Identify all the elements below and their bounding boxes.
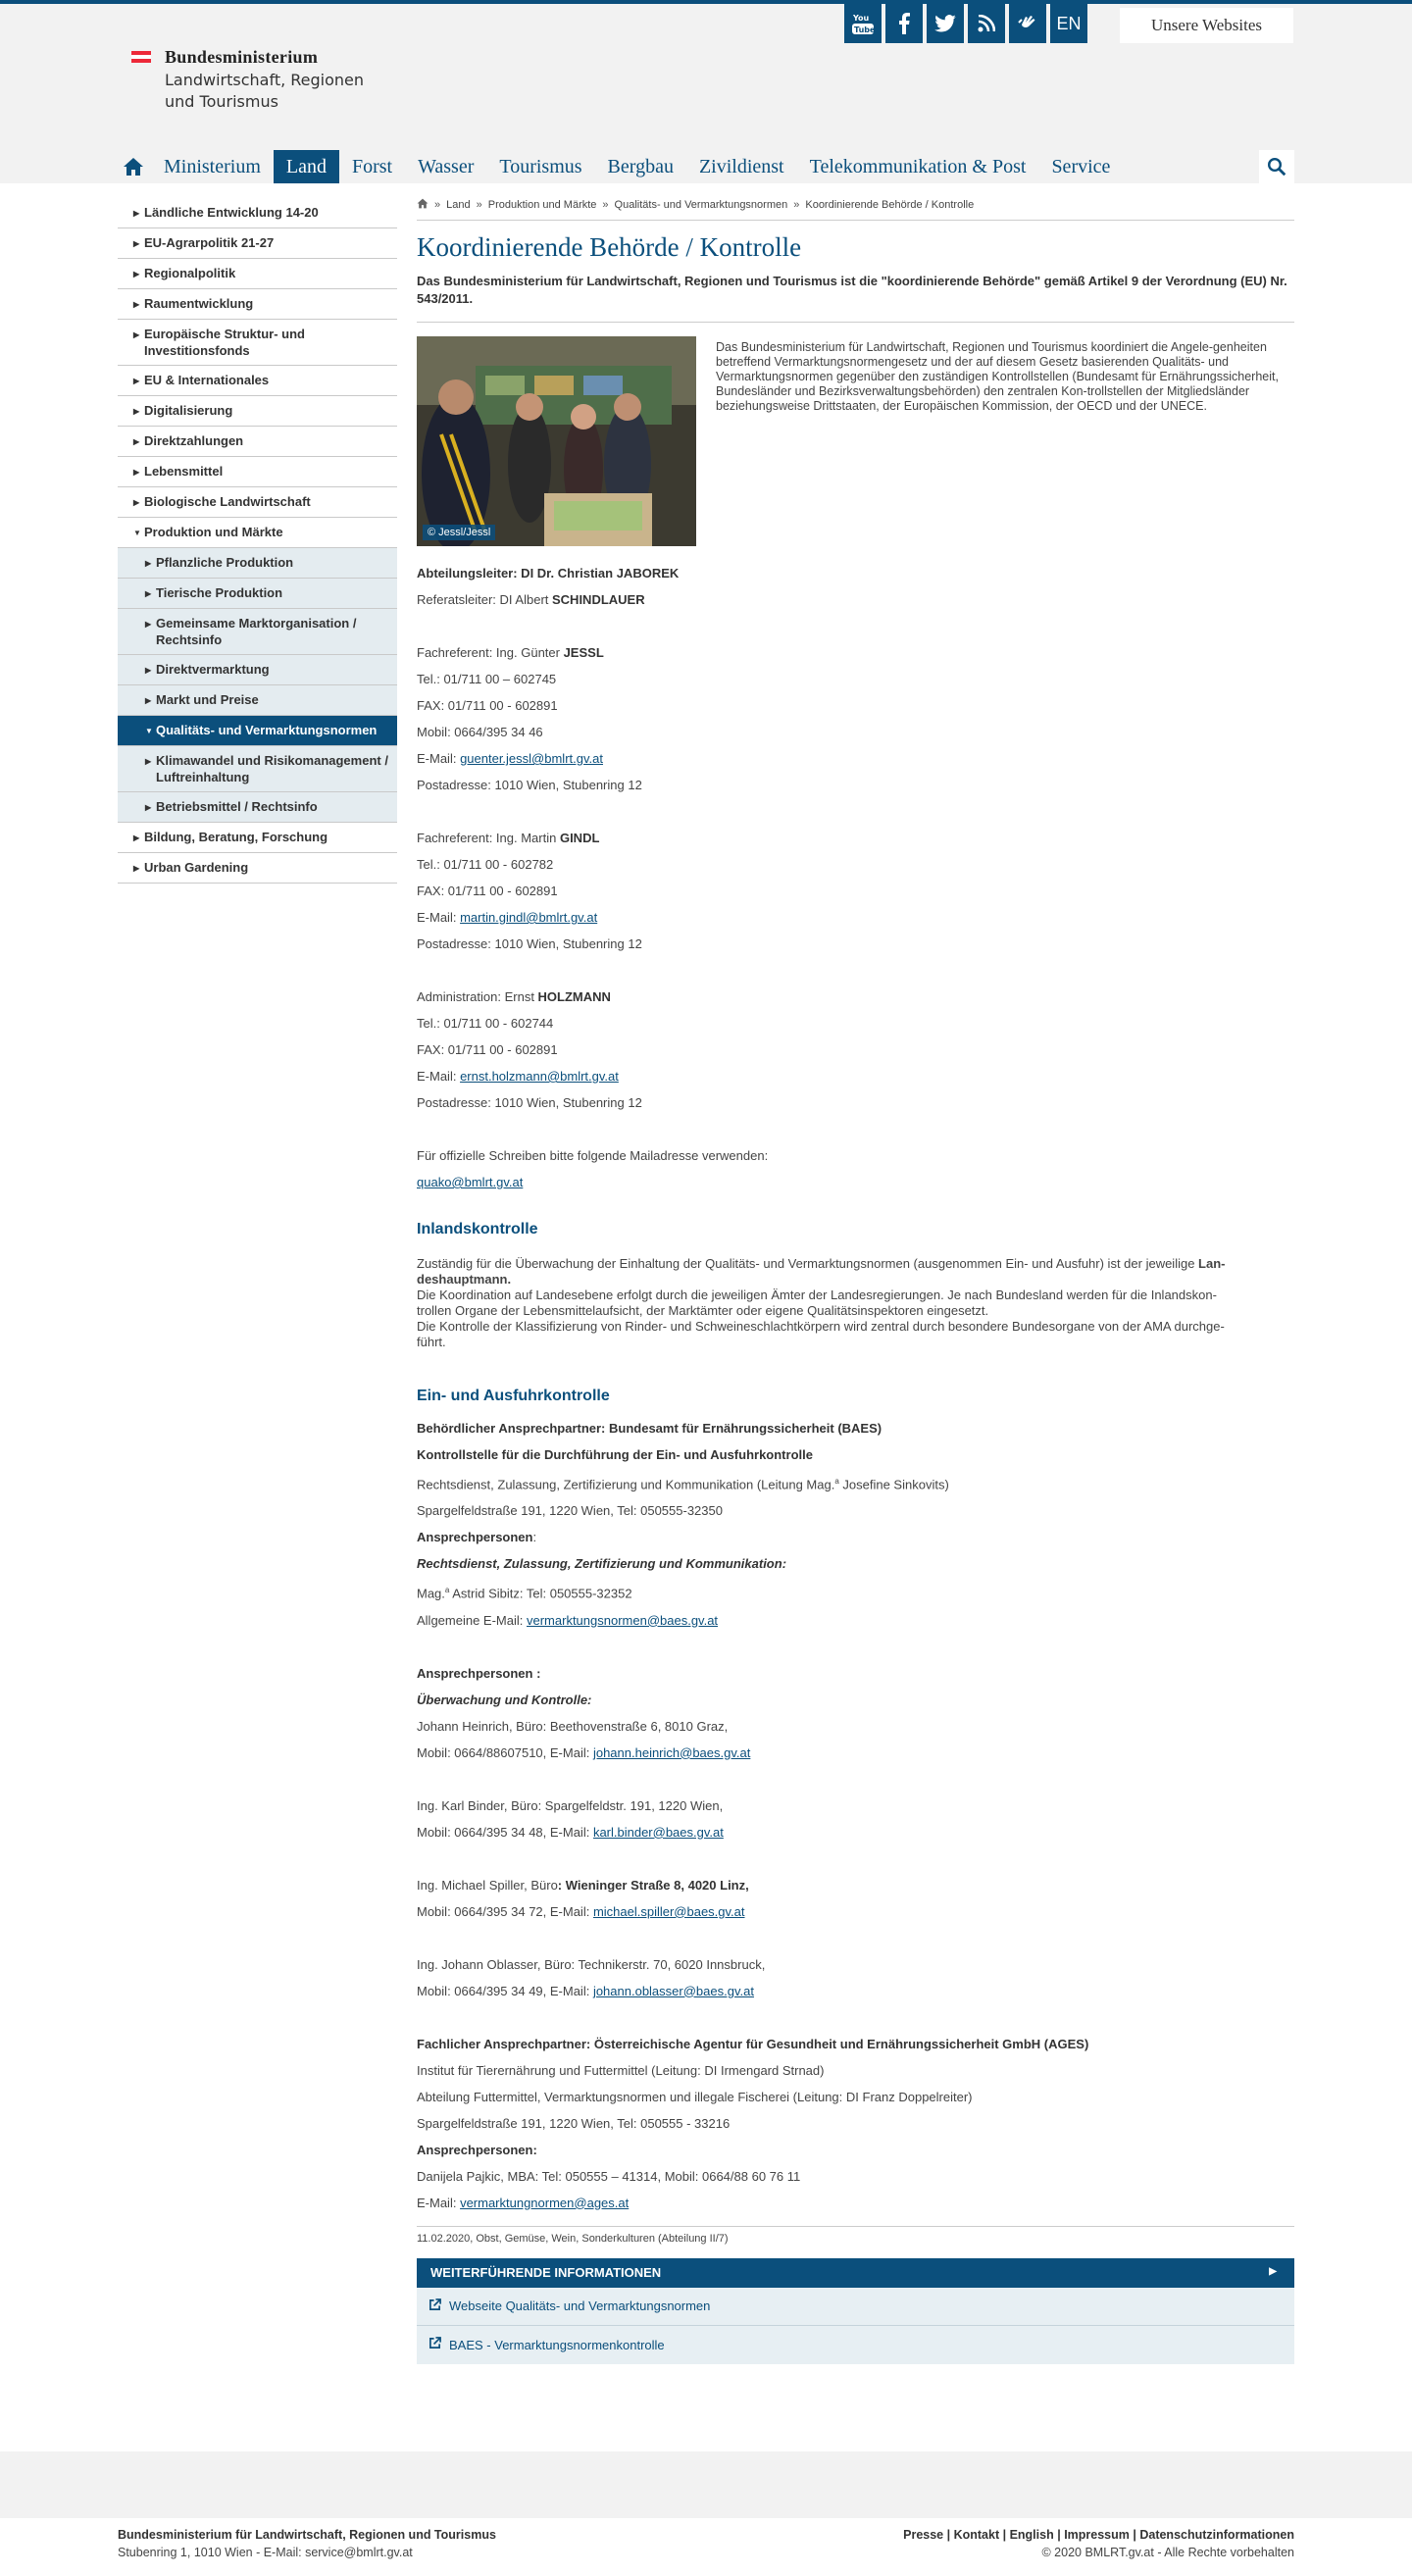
holzmann-email: E-Mail: ernst.holzmann@bmlrt.gv.at [417, 1069, 619, 1084]
breadcrumb-item[interactable]: Land [446, 199, 471, 211]
nav-wasser[interactable]: Wasser [418, 155, 475, 177]
nav-bergbau[interactable]: Bergbau [607, 155, 674, 177]
main-content [417, 198, 1294, 2364]
footer-right [903, 2528, 1294, 2559]
jessl-mobil: Mobil: 0664/395 34 46 [417, 725, 543, 739]
ages-abteilung: Abteilung Futtermittel, Vermarktungsnormen und illegale Fischerei (Leitung: DI Franz Doppelreiter) [417, 2089, 973, 2104]
search-icon[interactable] [1259, 150, 1294, 183]
rss-icon[interactable] [968, 4, 1005, 43]
official-mail-note: Für offizielle Schreiben bitte folgende Mailadresse verwenden: [417, 1148, 769, 1163]
binder-contact: Mobil: 0664/395 34 48, E-Mail: karl.binder@baes.gv.at [417, 1824, 724, 1840]
sidebar-item-digitalisierung[interactable] [118, 396, 397, 427]
heinrich-email-link[interactable]: johann.heinrich@baes.gv.at [592, 1744, 751, 1760]
sidebar-item-urban-gardening[interactable] [118, 853, 397, 884]
footer-left [118, 2528, 496, 2559]
holzmann-post: Postadresse: 1010 Wien, Stubenring 12 [417, 1095, 642, 1110]
sidebar-item-label: Ländliche Entwicklung 14-20 [144, 205, 319, 220]
sidebar-item-laendliche-entwicklung[interactable] [118, 198, 397, 228]
sidebar-subitem-qualitaets-vermarktungsnormen[interactable] [118, 716, 397, 746]
footer-link-datenschutz[interactable]: Datenschutzinformationen [1139, 2528, 1294, 2542]
sidebar-navigation [118, 198, 397, 884]
heinrich-address: Johann Heinrich, Büro: Beethovenstraße 6, 8010 Graz, [417, 1718, 729, 1734]
sidebar-subitem-pflanzliche-produktion[interactable] [118, 548, 397, 579]
external-link-icon [429, 2337, 441, 2352]
referatsleiter: Referatsleiter: DI Albert SCHINDLAUER [417, 592, 645, 607]
breadcrumb-item[interactable]: Qualitäts- und Vermarktungsnormen [614, 199, 788, 211]
triangle-right-icon: ▶ [145, 559, 152, 568]
sidebar-item-eu-agrarpolitik[interactable] [118, 228, 397, 259]
page-title: Koordinierende Behörde / Kontrolle [417, 232, 802, 262]
triangle-down-icon: ▼ [133, 529, 141, 537]
triangle-right-icon: ▶ [133, 498, 140, 507]
holzmann-email-link[interactable]: ernst.holzmann@bmlrt.gv.at [460, 1069, 619, 1084]
baes-email-link[interactable]: vermarktungsnormen@baes.gv.at [527, 1612, 719, 1628]
austrian-flag-icon [131, 51, 151, 63]
sidebar-item-label: Biologische Landwirtschaft [144, 494, 311, 509]
jessl-post: Postadresse: 1010 Wien, Stubenring 12 [417, 778, 642, 792]
market-photo [417, 336, 696, 546]
home-icon[interactable] [116, 150, 151, 183]
facebook-icon[interactable] [885, 4, 923, 43]
footer-copyright: © 2020 BMLRT.gv.at - Alle Rechte vorbehalten [1041, 2546, 1294, 2559]
home-icon[interactable] [417, 198, 429, 212]
triangle-right-icon: ▶ [1269, 2265, 1277, 2277]
triangle-right-icon: ▶ [133, 209, 140, 218]
lead-text: Das Bundesministerium für Landwirtschaft, Regionen und Tourismus ist die "koordinierende Behörde" gemäß Artikel 9 der Verordnung (EU) Nr. 543/2011. [417, 273, 1294, 323]
ages-ansprechpersonen: Ansprechpersonen: [417, 2142, 537, 2157]
oblasser-email-link[interactable]: johann.oblasser@baes.gv.at [592, 1983, 754, 1998]
brand-subtitle-2: und Tourismus [165, 92, 278, 111]
heinrich-contact: Mobil: 0664/88607510, E-Mail: johann.heinrich@baes.gv.at [417, 1744, 751, 1760]
breadcrumb-current: Koordinierende Behörde / Kontrolle [805, 199, 975, 211]
ages-email: E-Mail: vermarktungnormen@ages.at [417, 2195, 630, 2210]
inlandskontrolle-heading: Inlandskontrolle [417, 1221, 538, 1237]
sign-language-icon[interactable] [1009, 4, 1046, 43]
ansprechpersonen-label: Ansprechpersonen: [417, 1530, 537, 1545]
sidebar-subitem-marktorganisation[interactable] [118, 609, 397, 655]
sidebar-item-label: Direktvermarktung [156, 662, 270, 677]
ages-email-link[interactable]: vermarktungnormen@ages.at [460, 2195, 630, 2210]
triangle-right-icon: ▶ [145, 803, 152, 812]
footer-org: Bundesministerium für Landwirtschaft, Regionen und Tourismus [118, 2528, 496, 2542]
further-info-toggle[interactable] [417, 2258, 1294, 2288]
ages-contact: Fachlicher Ansprechpartner: Österreichische Agentur für Gesundheit und Ernährungssicherheit GmbH (AGES) [417, 2036, 1089, 2051]
rechtsdienst-heading: Rechtsdienst, Zulassung, Zertifizierung und Kommunikation: [417, 1556, 787, 1572]
ausfuhrkontrolle-section [417, 1415, 1294, 2216]
sidebar-subitem-klimawandel[interactable] [118, 746, 397, 792]
footer-link-presse[interactable]: Presse [903, 2528, 944, 2542]
date-note: 11.02.2020, Obst, Gemüse, Wein, Sonderkulturen (Abteilung II/7) [417, 2226, 1294, 2245]
triangle-right-icon: ▶ [145, 757, 152, 766]
sidebar-subitem-direktvermarktung[interactable] [118, 655, 397, 685]
triangle-right-icon: ▶ [133, 300, 140, 309]
triangle-right-icon: ▶ [133, 833, 140, 842]
gindl-email-link[interactable]: martin.gindl@bmlrt.gv.at [460, 910, 598, 925]
sidebar-subitem-markt-preise[interactable] [118, 685, 397, 716]
sidebar-item-label: EU & Internationales [144, 373, 270, 387]
official-email-link[interactable]: quako@bmlrt.gv.at [417, 1175, 524, 1189]
sidebar-item-eu-internationales[interactable] [118, 366, 397, 396]
nav-ministerium[interactable]: Ministerium [164, 155, 261, 177]
gindl-name: Fachreferent: Ing. Martin GINDL [417, 831, 600, 845]
sidebar-item-bildung[interactable] [118, 823, 397, 853]
further-link-baes[interactable] [417, 2326, 1294, 2364]
triangle-right-icon: ▶ [145, 589, 152, 598]
sidebar-item-label: Raumentwicklung [144, 296, 254, 311]
ansprechpersonen-label-2: Ansprechpersonen : [417, 1665, 541, 1681]
sidebar-item-produktion-maerkte[interactable] [118, 518, 397, 548]
sidebar-item-label: Bildung, Beratung, Forschung [144, 830, 328, 844]
breadcrumb [417, 198, 1294, 221]
jessl-email: E-Mail: guenter.jessl@bmlrt.gv.at [417, 751, 603, 766]
sidebar-item-raumentwicklung[interactable] [118, 289, 397, 320]
svg-text:Tube: Tube [854, 25, 875, 34]
brand-title: Bundesministerium [165, 47, 319, 67]
nav-forst[interactable]: Forst [351, 155, 393, 177]
ausfuhrkontrolle-heading: Ein- und Ausfuhrkontrolle [417, 1388, 610, 1404]
sidebar-subitem-betriebsmittel[interactable] [118, 792, 397, 823]
holzmann-fax: FAX: 01/711 00 - 602891 [417, 1042, 558, 1057]
gindl-post: Postadresse: 1010 Wien, Stubenring 12 [417, 936, 642, 951]
contacts-section [417, 560, 1294, 1195]
baes-address: Spargelfeldstraße 191, 1220 Wien, Tel: 050555-32350 [417, 1503, 723, 1519]
sidebar-item-biologische-landwirtschaft[interactable] [118, 487, 397, 518]
svg-text:You: You [853, 14, 870, 23]
sidebar-item-label: EU-Agrarpolitik 21-27 [144, 235, 275, 250]
gindl-email: E-Mail: martin.gindl@bmlrt.gv.at [417, 910, 598, 925]
sidebar-item-label: Europäische Struktur- und Investitionsfonds [144, 327, 305, 358]
further-info-box [417, 2258, 1294, 2364]
social-bar [844, 4, 1087, 43]
breadcrumb-separator: » [793, 199, 800, 211]
main-navigation [116, 150, 1123, 183]
brand-subtitle-1: Landwirtschaft, Regionen [165, 71, 365, 89]
binder-address: Ing. Karl Binder, Büro: Spargelfeldstr. 191, 1220 Wien, [417, 1797, 724, 1813]
sidebar-item-label: Gemeinsame Marktorganisation / Rechtsinfo [156, 616, 357, 647]
external-link-icon [429, 2298, 441, 2314]
triangle-down-icon: ▼ [145, 727, 153, 735]
spiller-address: Ing. Michael Spiller, Büro: Wieninger Straße 8, 4020 Linz, [417, 1877, 749, 1893]
further-info-heading: WEITERFÜHRENDE INFORMATIONEN [430, 2265, 662, 2281]
gindl-tel: Tel.: 01/711 00 - 602782 [417, 857, 554, 872]
oblasser-contact: Mobil: 0664/395 34 49, E-Mail: johann.oblasser@baes.gv.at [417, 1983, 754, 1998]
sidebar-item-struktur-investitionsfonds[interactable] [118, 320, 397, 366]
inlandskontrolle-text: Zuständig für die Überwachung der Einhaltung der Qualitäts- und Vermarktungsnormen (ausgenommen Ein- und Ausfuhr) ist der jeweilige Lan- deshauptmann. Die Koordination auf Landesebene erfolgt durch die jeweiligen Ämter der Landesregierungen. Je nach Bundesland werden für die Inlandskon- trollen Organe der Lebensmittelaufsicht, der Marktämter oder eigene Qualitätsinspektoren eingesetzt. Die Kontrolle der Klassifizierung von Rinder- und Schweineschlachtkörpern wird zentral durch besondere Bundesorgane von der AMA durchge- führt. [417, 1256, 1226, 1349]
sidebar-item-label: Pflanzliche Produktion [156, 555, 294, 570]
oblasser-address: Ing. Johann Oblasser, Büro: Technikerstr. 70, 6020 Innsbruck, [417, 1956, 766, 1972]
sidebar-item-regionalpolitik[interactable] [118, 259, 397, 289]
sibitz-contact: Mag.$^a$ Astrid Sibitz: Tel: 050555-32352 [417, 1586, 632, 1601]
sidebar-item-label: Regionalpolitik [144, 266, 236, 280]
ministry-logo[interactable] [131, 47, 406, 118]
ages-address: Spargelfeldstraße 191, 1220 Wien, Tel: 050555 - 33216 [417, 2115, 731, 2131]
sidebar-item-label: Qualitäts- und Vermarktungsnormen [156, 723, 378, 737]
sidebar-item-label: Tierische Produktion [156, 585, 283, 600]
ueberwachung-heading: Überwachung und Kontrolle: [417, 1692, 592, 1707]
rechtsdienst-leitung: Rechtsdienst, Zulassung, Zertifizierung und Kommunikation (Leitung Mag.$^a$ Josefine Sinkovits) [417, 1477, 949, 1492]
footer-link-impressum[interactable]: Impressum [1064, 2528, 1130, 2542]
youtube-icon[interactable] [844, 4, 882, 43]
kontrollstelle: Kontrollstelle für die Durchführung der Ein- und Ausfuhrkontrolle [417, 1447, 813, 1462]
intro-section [417, 336, 1294, 548]
language-en-button[interactable]: EN [1050, 4, 1087, 43]
nav-land[interactable]: Land [274, 150, 339, 183]
sidebar-item-label: Markt und Preise [156, 692, 259, 707]
triangle-right-icon: ▶ [133, 468, 140, 477]
breadcrumb-item[interactable]: Produktion und Märkte [487, 199, 597, 211]
sidebar-item-label: Urban Gardening [144, 860, 249, 875]
breadcrumb-separator: » [602, 199, 609, 211]
jessl-email-link[interactable]: guenter.jessl@bmlrt.gv.at [460, 751, 603, 766]
triangle-right-icon: ▶ [133, 437, 140, 446]
sidebar-item-label: Produktion und Märkte [144, 525, 283, 539]
sidebar-item-label: Klimawandel und Risikomanagement / Luftreinhaltung [156, 753, 388, 784]
photo-credit: © Jessl/Jessl [423, 525, 495, 540]
nav-tourismus[interactable]: Tourismus [499, 155, 582, 177]
official-mail [417, 1169, 1294, 1195]
sidebar-item-lebensmittel[interactable] [118, 457, 397, 487]
triangle-right-icon: ▶ [133, 330, 140, 339]
jessl-fax: FAX: 01/711 00 - 602891 [417, 698, 558, 713]
pajkic-contact: Danijela Pajkic, MBA: Tel: 050555 – 41314, Mobil: 0664/88 60 76 11 [417, 2168, 801, 2184]
holzmann-tel: Tel.: 01/711 00 - 602744 [417, 1016, 554, 1031]
triangle-right-icon: ▶ [145, 696, 152, 705]
nav-zivildienst[interactable]: Zivildienst [698, 155, 784, 177]
breadcrumb-separator: » [434, 199, 441, 211]
abteilungsleiter: Abteilungsleiter: DI Dr. Christian JABOREK [417, 566, 680, 581]
ages-institut: Institut für Tierernährung und Futtermittel (Leitung: DI Irmengard Strnad) [417, 2062, 825, 2078]
spiller-email-link[interactable]: michael.spiller@baes.gv.at [592, 1903, 745, 1919]
further-link-label[interactable]: Webseite Qualitäts- und Vermarktungsnormen [449, 2298, 711, 2314]
footer-links: Presse | Kontakt | English | Impressum | Datenschutzinformationen [903, 2528, 1294, 2542]
nav-telekommunikation[interactable]: Telekommunikation & Post [809, 155, 1027, 177]
triangle-right-icon: ▶ [133, 239, 140, 248]
triangle-right-icon: ▶ [133, 407, 140, 416]
jessl-name: Fachreferent: Ing. Günter JESSL [417, 645, 604, 660]
further-link-label[interactable]: BAES - Vermarktungsnormenkontrolle [449, 2337, 665, 2352]
breadcrumb-separator: » [476, 199, 482, 211]
unsere-websites-button[interactable]: Unsere Websites [1120, 8, 1293, 43]
footer-address: Stubenring 1, 1010 Wien - E-Mail: service@bmlrt.gv.at [118, 2546, 413, 2559]
triangle-right-icon: ▶ [145, 620, 152, 629]
sidebar-item-label: Lebensmittel [144, 464, 224, 479]
sidebar-item-label: Betriebsmittel / Rechtsinfo [156, 799, 318, 814]
general-email: Allgemeine E-Mail: vermarktungsnormen@baes.gv.at [417, 1612, 719, 1628]
triangle-right-icon: ▶ [133, 270, 140, 278]
footer-link-english[interactable]: English [1009, 2528, 1054, 2542]
binder-email-link[interactable]: karl.binder@baes.gv.at [592, 1824, 724, 1840]
holzmann-name: Administration: Ernst HOLZMANN [417, 989, 611, 1004]
jessl-tel: Tel.: 01/711 00 – 602745 [417, 672, 557, 686]
footer-band [0, 2451, 1412, 2518]
sidebar-subitem-tierische-produktion[interactable] [118, 579, 397, 609]
triangle-right-icon: ▶ [145, 666, 152, 675]
triangle-right-icon: ▶ [133, 377, 140, 385]
sidebar-item-label: Direktzahlungen [144, 433, 244, 448]
nav-service[interactable]: Service [1051, 155, 1111, 177]
sidebar-item-direktzahlungen[interactable] [118, 427, 397, 457]
triangle-right-icon: ▶ [133, 864, 140, 873]
spiller-contact: Mobil: 0664/395 34 72, E-Mail: michael.spiller@baes.gv.at [417, 1903, 745, 1919]
gindl-fax: FAX: 01/711 00 - 602891 [417, 884, 558, 898]
further-link-webseite[interactable] [417, 2288, 1294, 2326]
sidebar-item-label: Digitalisierung [144, 403, 233, 418]
intro-text: Das Bundesministerium für Landwirtschaft, Regionen und Tourismus koordiniert die Angele-genheiten betreffend Vermarktungsnormengesetz und der auf diesem Gesetz basierenden Qualitäts- und Vermarktungsnormen gegenüber den zuständigen Kontrollstellen (Bundesamt für Ernährungssicherheit, Bundesländer und Bezirksverwaltungsbehörden) den zentralen Kon-trollstellen der Mitgliedsländer beziehungsweise Drittstaaten, der Europäischen Kommission, der OECD und der UNECE. [716, 340, 1279, 413]
footer-link-kontakt[interactable]: Kontakt [953, 2528, 1000, 2542]
baes-contact: Behördlicher Ansprechpartner: Bundesamt für Ernährungssicherheit (BAES) [417, 1421, 882, 1436]
twitter-icon[interactable] [927, 4, 964, 43]
